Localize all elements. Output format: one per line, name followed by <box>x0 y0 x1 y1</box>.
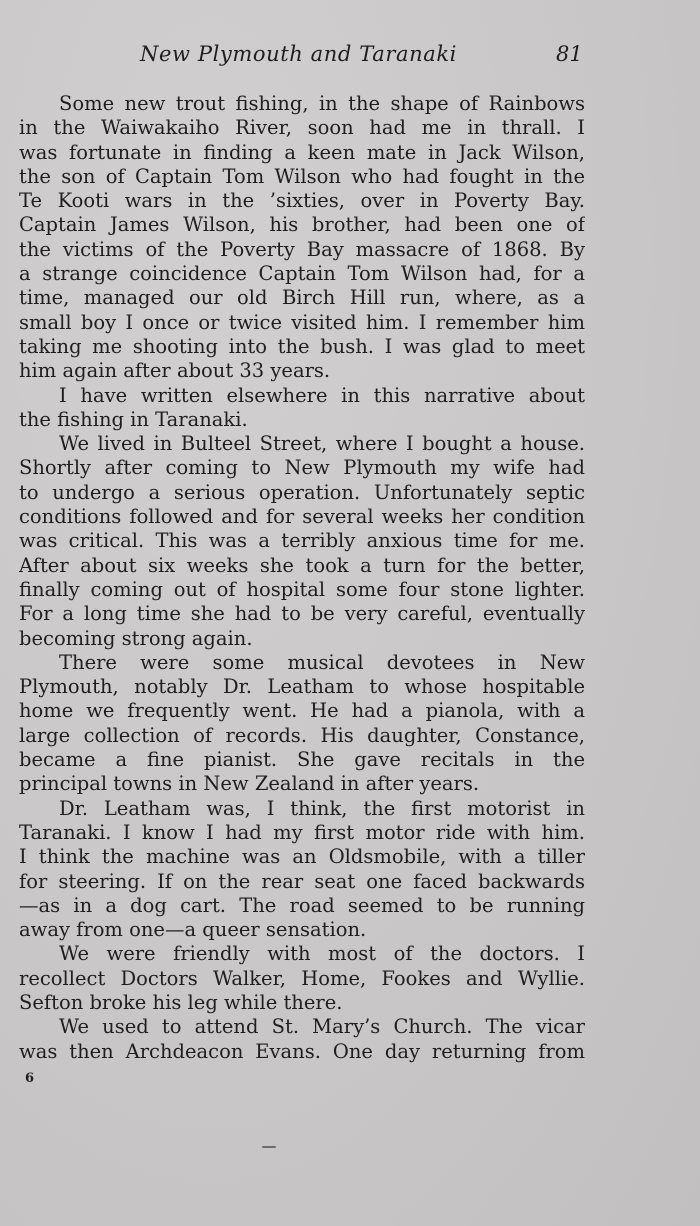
running-header <box>0 42 700 72</box>
text-line: For a long time she had to be very careful, eventually <box>19 602 585 626</box>
text-line: became a fine pianist. She gave recitals in the <box>19 748 585 772</box>
text-line: Shortly after coming to New Plymouth my wife had <box>19 456 585 480</box>
text-line: Captain James Wilson, his brother, had been one of <box>19 213 585 237</box>
text-line: principal towns in New Zealand in after years. <box>19 772 480 796</box>
text-line: for steering. If on the rear seat one faced backwards <box>19 869 585 893</box>
text-line: large collection of records. His daughter, Constance, <box>19 723 585 747</box>
text-line: We lived in Bulteel Street, where I bought a house. <box>59 432 585 456</box>
text-line: Dr. Leatham was, I think, the first motorist in <box>59 796 585 820</box>
text-line: After about six weeks she took a turn for the better, <box>19 553 585 577</box>
text-line: away from one—a queer sensation. <box>19 918 367 942</box>
text-line: small boy I once or twice visited him. I remember him <box>19 310 585 334</box>
text-line: was critical. This was a terribly anxious time for me. <box>19 529 585 553</box>
text-line: him again after about 33 years. <box>19 359 331 383</box>
text-line: Some new trout fishing, in the shape of Rainbows <box>59 92 585 115</box>
text-line: I have written elsewhere in this narrative about <box>59 383 585 407</box>
text-line: the son of Captain Tom Wilson who had fought in the <box>19 164 585 188</box>
page-number: 81 <box>556 42 583 66</box>
text-line: Taranaki. I know I had my first motor ride with him. <box>19 820 585 844</box>
text-line: recollect Doctors Walker, Home, Fookes and Wyllie. <box>19 966 585 990</box>
text-line: —as in a dog cart. The road seemed to be running <box>19 893 585 917</box>
text-line: the victims of the Poverty Bay massacre of 1868. By <box>19 237 585 261</box>
text-line: time, managed our old Birch Hill run, where, as a <box>19 286 585 310</box>
print-smudge <box>262 1146 276 1148</box>
text-line: becoming strong again. <box>19 626 253 650</box>
signature-mark: 6 <box>25 1071 35 1086</box>
text-line: a strange coincidence Captain Tom Wilson had, for a <box>19 262 585 286</box>
text-line: conditions followed and for several weeks her condition <box>19 505 585 529</box>
text-line: There were some musical devotees in New <box>59 650 585 674</box>
text-line: was then Archdeacon Evans. One day returning from <box>19 1039 585 1063</box>
text-line: Sefton broke his leg while there. <box>19 990 343 1014</box>
text-line: Te Kooti wars in the ’sixties, over in Poverty Bay. <box>19 189 585 213</box>
text-line: home we frequently went. He had a pianola, with a <box>19 699 585 723</box>
text-line: to undergo a serious operation. Unfortunately septic <box>19 480 585 504</box>
text-line: the fishing in Taranaki. <box>19 407 248 431</box>
text-line: We used to attend St. Mary’s Church. The vicar <box>59 1015 585 1039</box>
running-title: New Plymouth and Taranaki <box>140 42 457 66</box>
text-line: We were friendly with most of the doctors. I <box>59 942 585 966</box>
text-line: Plymouth, notably Dr. Leatham to whose hospitable <box>19 675 585 699</box>
text-line: taking me shooting into the bush. I was glad to meet <box>19 334 585 358</box>
text-line: finally coming out of hospital some four stone lighter. <box>19 577 585 601</box>
body-text <box>19 92 585 1064</box>
text-line: in the Waiwakaiho River, soon had me in thrall. I <box>19 116 585 140</box>
text-line: I think the machine was an Oldsmobile, with a tiller <box>19 845 585 869</box>
text-line: was fortunate in finding a keen mate in Jack Wilson, <box>19 140 585 164</box>
